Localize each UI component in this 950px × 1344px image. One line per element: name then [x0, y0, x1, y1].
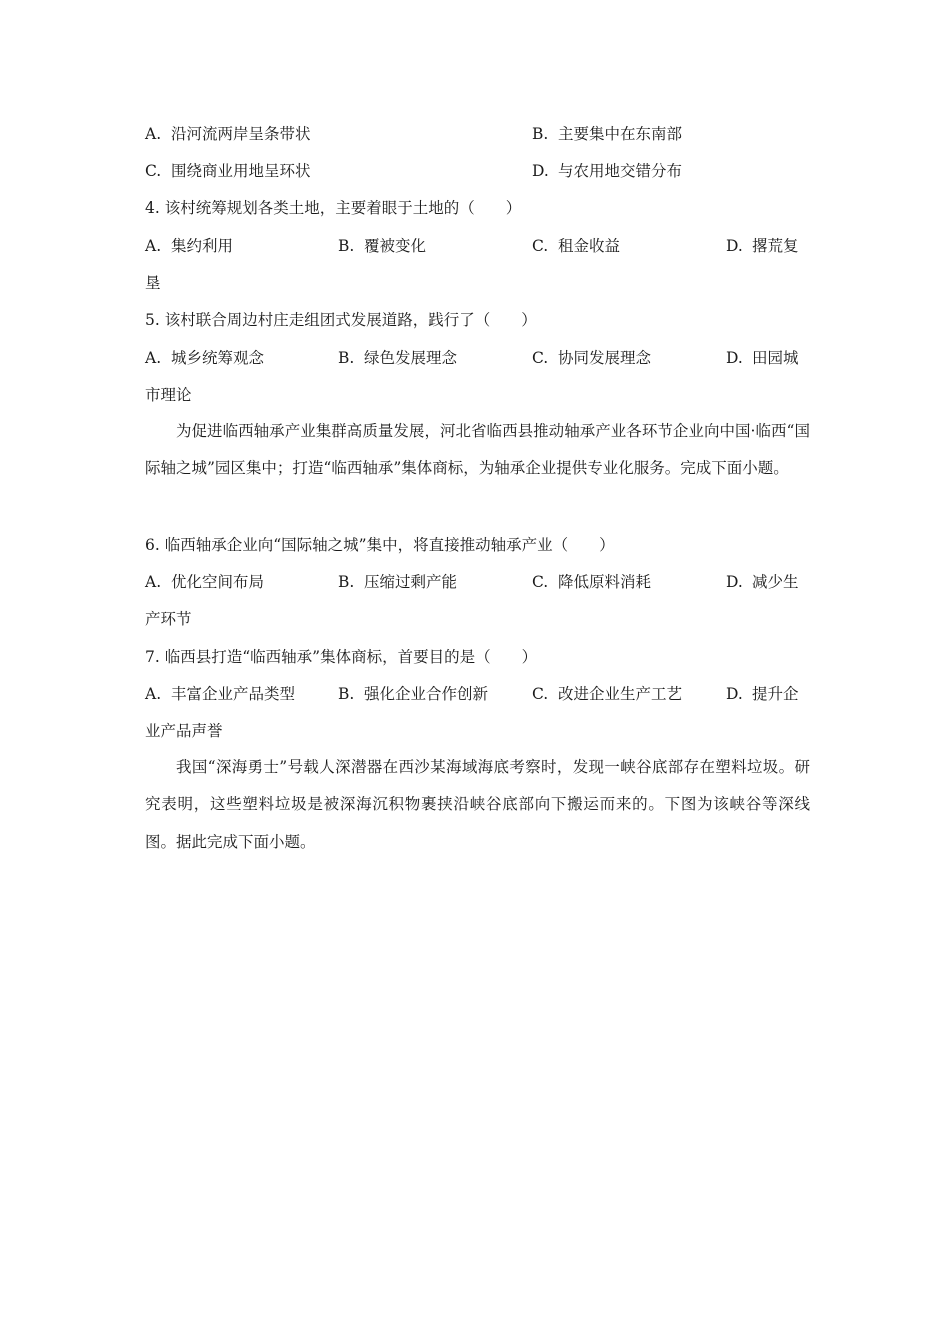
q7-stem: 7. 临西县打造“临西轴承”集体商标，首要目的是（ ） — [145, 648, 538, 666]
option-text: 丰富企业产品类型 — [171, 685, 296, 703]
option-label: C. — [532, 349, 549, 367]
option-label: C. — [532, 573, 549, 591]
option-label: D. — [532, 162, 549, 180]
option-label: D. — [726, 573, 743, 591]
option-text: 绿色发展理念 — [364, 349, 458, 367]
option-text: 城乡统筹观念 — [171, 349, 265, 367]
q6-option-d — [726, 572, 799, 592]
option-text: 租金收益 — [558, 237, 621, 255]
option-label: A. — [145, 237, 162, 255]
passage-deep-sea — [145, 749, 810, 861]
option-label: B. — [338, 573, 355, 591]
option-text: 降低原料消耗 — [558, 573, 652, 591]
passage-bearing-industry — [145, 413, 810, 488]
option-text: 优化空间布局 — [171, 573, 265, 591]
option-text: 压缩过剩产能 — [364, 573, 458, 591]
q5-stem: 5. 该村联合周边村庄走组团式发展道路，践行了（ ） — [145, 311, 537, 329]
option-text: 与农用地交错分布 — [558, 162, 683, 180]
q5-option-d-wrap: 市理论 — [145, 386, 192, 404]
q6-option-a — [145, 572, 264, 592]
option-label: D. — [726, 685, 743, 703]
q7-option-d — [726, 684, 799, 704]
option-text: 沿河流两岸呈条带状 — [171, 125, 311, 143]
option-label: D. — [726, 349, 743, 367]
q6-option-c — [532, 572, 651, 592]
option-label: A. — [145, 349, 162, 367]
option-label: B. — [532, 125, 549, 143]
option-label: B. — [338, 237, 355, 255]
option-text: 减少生 — [752, 573, 799, 591]
q6-option-d-wrap: 产环节 — [145, 610, 192, 628]
option-label: B. — [338, 349, 355, 367]
q7-option-c — [532, 684, 682, 704]
option-label: C. — [532, 237, 549, 255]
option-text: 集约利用 — [171, 237, 234, 255]
q5-option-c — [532, 348, 651, 368]
option-text: 田园城 — [752, 349, 799, 367]
option-text: 强化企业合作创新 — [364, 685, 489, 703]
q4-stem: 4. 该村统筹规划各类土地，主要着眼于土地的（ ） — [145, 199, 522, 217]
option-label: A. — [145, 685, 162, 703]
q3-option-c — [145, 161, 311, 181]
q6-option-b — [338, 572, 457, 592]
option-text: 覆被变化 — [364, 237, 427, 255]
q3-option-a — [145, 124, 311, 144]
option-text: 提升企 — [752, 685, 799, 703]
q7-option-d-wrap: 业产品声誉 — [145, 722, 223, 740]
option-label: A. — [145, 125, 162, 143]
option-text: 围绕商业用地呈环状 — [171, 162, 311, 180]
q5-option-b — [338, 348, 457, 368]
q6-stem: 6. 临西轴承企业向“国际轴之城”集中，将直接推动轴承产业（ ） — [145, 536, 615, 554]
passage-text: 我国“深海勇士”号载人深潜器在西沙某海域海底考察时，发现一峡谷底部存在塑料垃圾。研究表明，这些塑料垃圾是被深海沉积物裹挟沿峡谷底部向下搬运而来的。下图为该峡谷等深线图。据此完成下面小题。 — [145, 758, 810, 851]
q7-option-a — [145, 684, 295, 704]
option-text: 撂荒复 — [752, 237, 799, 255]
option-text: 协同发展理念 — [558, 349, 652, 367]
q7-option-b — [338, 684, 488, 704]
q5-option-a — [145, 348, 264, 368]
q5-option-d — [726, 348, 799, 368]
q3-option-d — [532, 161, 682, 181]
passage-text: 为促进临西轴承产业集群高质量发展，河北省临西县推动轴承产业各环节企业向中国·临西“国际轴之城”园区集中；打造“临西轴承”集体商标，为轴承企业提供专业化服务。完成下面小题。 — [145, 422, 810, 478]
option-text: 改进企业生产工艺 — [558, 685, 683, 703]
option-label: D. — [726, 237, 743, 255]
q4-option-a — [145, 236, 233, 256]
q4-option-d — [726, 236, 799, 256]
option-label: C. — [532, 685, 549, 703]
q4-option-b — [338, 236, 426, 256]
q4-option-c — [532, 236, 620, 256]
q4-option-d-wrap: 垦 — [145, 274, 161, 292]
q3-option-b — [532, 124, 682, 144]
option-label: B. — [338, 685, 355, 703]
option-label: A. — [145, 573, 162, 591]
option-label: C. — [145, 162, 162, 180]
option-text: 主要集中在东南部 — [558, 125, 683, 143]
